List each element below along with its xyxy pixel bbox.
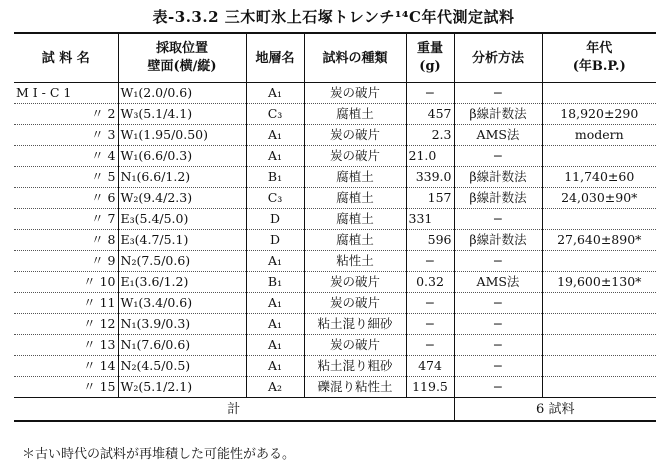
method-cell: − xyxy=(454,83,542,104)
sample-name-cell: 〃 4 xyxy=(14,146,118,167)
method-cell: β線計数法 xyxy=(454,188,542,209)
method-cell: − xyxy=(454,146,542,167)
sample-name-cell: 〃 13 xyxy=(14,335,118,356)
header-weight-line2: (g) xyxy=(419,59,441,74)
layer-cell: A₁ xyxy=(246,146,304,167)
type-cell: 腐植土 xyxy=(304,104,406,125)
type-cell: 粘土混り細砂 xyxy=(304,314,406,335)
weight-cell: 0.32 xyxy=(406,272,454,293)
age-cell xyxy=(542,335,656,356)
type-cell: 粘土混り粗砂 xyxy=(304,356,406,377)
weight-cell: 21.0 xyxy=(406,146,454,167)
layer-cell: A₁ xyxy=(246,335,304,356)
method-cell: − xyxy=(454,251,542,272)
type-cell: 腐植土 xyxy=(304,209,406,230)
method-cell: − xyxy=(454,293,542,314)
age-cell xyxy=(542,356,656,377)
weight-cell: 2.3 xyxy=(406,125,454,146)
sample-name-cell: 〃 11 xyxy=(14,293,118,314)
header-method: 分析方法 xyxy=(454,33,542,83)
sample-name-cell: 〃 7 xyxy=(14,209,118,230)
weight-cell: 457 xyxy=(406,104,454,125)
header-age-line1: 年代 xyxy=(586,41,613,56)
table-row xyxy=(14,314,656,335)
table-row xyxy=(14,209,656,230)
table-row xyxy=(14,146,656,167)
method-cell: − xyxy=(454,209,542,230)
header-age xyxy=(542,33,656,83)
position-cell: N₁(6.6/1.2) xyxy=(118,167,246,188)
header-layer: 地層名 xyxy=(246,33,304,83)
table-row xyxy=(14,293,656,314)
age-cell xyxy=(542,293,656,314)
position-cell: W₁(1.95/0.50) xyxy=(118,125,246,146)
table-row xyxy=(14,125,656,146)
header-sample-name: 試 料 名 xyxy=(14,33,118,83)
layer-cell: A₁ xyxy=(246,293,304,314)
type-cell: 炭の破片 xyxy=(304,146,406,167)
header-weight xyxy=(406,33,454,83)
sample-name-cell: 〃 9 xyxy=(14,251,118,272)
type-cell: 炭の破片 xyxy=(304,335,406,356)
table-row xyxy=(14,188,656,209)
layer-cell: A₁ xyxy=(246,356,304,377)
table-body xyxy=(14,83,656,398)
method-cell: AMS法 xyxy=(454,125,542,146)
layer-cell: C₃ xyxy=(246,188,304,209)
age-cell: modern xyxy=(542,125,656,146)
sample-name-cell: 〃 8 xyxy=(14,230,118,251)
type-cell: 炭の破片 xyxy=(304,83,406,104)
layer-cell: B₁ xyxy=(246,167,304,188)
position-cell: E₁(3.6/1.2) xyxy=(118,272,246,293)
weight-cell: − xyxy=(406,251,454,272)
layer-cell: A₁ xyxy=(246,314,304,335)
position-cell: W₂(9.4/2.3) xyxy=(118,188,246,209)
position-cell: N₁(7.6/0.6) xyxy=(118,335,246,356)
method-cell: β線計数法 xyxy=(454,104,542,125)
sample-name-cell: 〃 5 xyxy=(14,167,118,188)
weight-cell: − xyxy=(406,83,454,104)
sample-name-cell: 〃 12 xyxy=(14,314,118,335)
position-cell: W₁(2.0/0.6) xyxy=(118,83,246,104)
table-row xyxy=(14,230,656,251)
type-cell: 炭の破片 xyxy=(304,293,406,314)
age-cell xyxy=(542,251,656,272)
layer-cell: B₁ xyxy=(246,272,304,293)
layer-cell: A₁ xyxy=(246,83,304,104)
age-cell xyxy=(542,146,656,167)
age-cell: 24,030±90* xyxy=(542,188,656,209)
position-cell: E₃(4.7/5.1) xyxy=(118,230,246,251)
age-cell xyxy=(542,314,656,335)
weight-cell: 119.5 xyxy=(406,377,454,398)
layer-cell: A₂ xyxy=(246,377,304,398)
table-row xyxy=(14,272,656,293)
header-position xyxy=(118,33,246,83)
sample-name-cell: 〃 15 xyxy=(14,377,118,398)
sample-name-cell: 〃 6 xyxy=(14,188,118,209)
weight-cell: 157 xyxy=(406,188,454,209)
header-position-line2: 壁面(横/縦) xyxy=(147,59,217,74)
sample-name-cell: 〃 2 xyxy=(14,104,118,125)
method-cell: − xyxy=(454,356,542,377)
weight-cell: − xyxy=(406,314,454,335)
table-row xyxy=(14,377,656,398)
age-cell xyxy=(542,209,656,230)
age-cell: 19,600±130* xyxy=(542,272,656,293)
sample-name-cell: 〃 14 xyxy=(14,356,118,377)
age-cell xyxy=(542,83,656,104)
header-position-line1: 採取位置 xyxy=(155,41,208,56)
total-row xyxy=(14,398,656,422)
weight-cell: − xyxy=(406,293,454,314)
weight-cell: 331 xyxy=(406,209,454,230)
weight-cell: 339.0 xyxy=(406,167,454,188)
method-cell: AMS法 xyxy=(454,272,542,293)
position-cell: N₁(3.9/0.3) xyxy=(118,314,246,335)
sample-name-cell: M I - C 1 xyxy=(14,83,118,104)
type-cell: 炭の破片 xyxy=(304,125,406,146)
age-cell: 18,920±290 xyxy=(542,104,656,125)
table-row xyxy=(14,167,656,188)
position-cell: E₃(5.4/5.0) xyxy=(118,209,246,230)
layer-cell: D xyxy=(246,209,304,230)
position-cell: W₁(6.6/0.3) xyxy=(118,146,246,167)
table-row xyxy=(14,83,656,104)
table-row xyxy=(14,104,656,125)
layer-cell: D xyxy=(246,230,304,251)
layer-cell: C₃ xyxy=(246,104,304,125)
type-cell: 腐植土 xyxy=(304,188,406,209)
header-row xyxy=(14,33,656,83)
method-cell: β線計数法 xyxy=(454,167,542,188)
header-weight-line1: 重量 xyxy=(416,41,443,56)
age-cell xyxy=(542,377,656,398)
total-label-cell: 計 xyxy=(14,398,454,422)
footnote: ＊古い時代の試料が再堆積した可能性がある。 xyxy=(22,447,296,462)
weight-cell: − xyxy=(406,335,454,356)
type-cell: 礫混り粘性土 xyxy=(304,377,406,398)
layer-cell: A₁ xyxy=(246,125,304,146)
type-cell: 粘性土 xyxy=(304,251,406,272)
method-cell: − xyxy=(454,314,542,335)
table-row xyxy=(14,251,656,272)
position-cell: N₂(4.5/0.5) xyxy=(118,356,246,377)
sample-table xyxy=(14,32,656,422)
position-cell: W₂(5.1/2.1) xyxy=(118,377,246,398)
method-cell: β線計数法 xyxy=(454,230,542,251)
total-value-cell: 6 試料 xyxy=(454,398,656,422)
position-cell: W₃(5.1/4.1) xyxy=(118,104,246,125)
type-cell: 腐植土 xyxy=(304,167,406,188)
sample-name-cell: 〃 10 xyxy=(14,272,118,293)
weight-cell: 596 xyxy=(406,230,454,251)
type-cell: 腐植土 xyxy=(304,230,406,251)
age-cell: 11,740±60 xyxy=(542,167,656,188)
table-row xyxy=(14,356,656,377)
position-cell: N₂(7.5/0.6) xyxy=(118,251,246,272)
table-row xyxy=(14,335,656,356)
weight-cell: 474 xyxy=(406,356,454,377)
table-title: 表-3.3.2 三木町氷上石塚トレンチ¹⁴C年代測定試料 xyxy=(152,8,515,26)
method-cell: − xyxy=(454,335,542,356)
sample-name-cell: 〃 3 xyxy=(14,125,118,146)
header-age-line2: (年B.P.) xyxy=(572,59,626,74)
type-cell: 炭の破片 xyxy=(304,272,406,293)
layer-cell: A₁ xyxy=(246,251,304,272)
method-cell: − xyxy=(454,377,542,398)
header-type: 試料の種類 xyxy=(304,33,406,83)
age-cell: 27,640±890* xyxy=(542,230,656,251)
position-cell: W₁(3.4/0.6) xyxy=(118,293,246,314)
